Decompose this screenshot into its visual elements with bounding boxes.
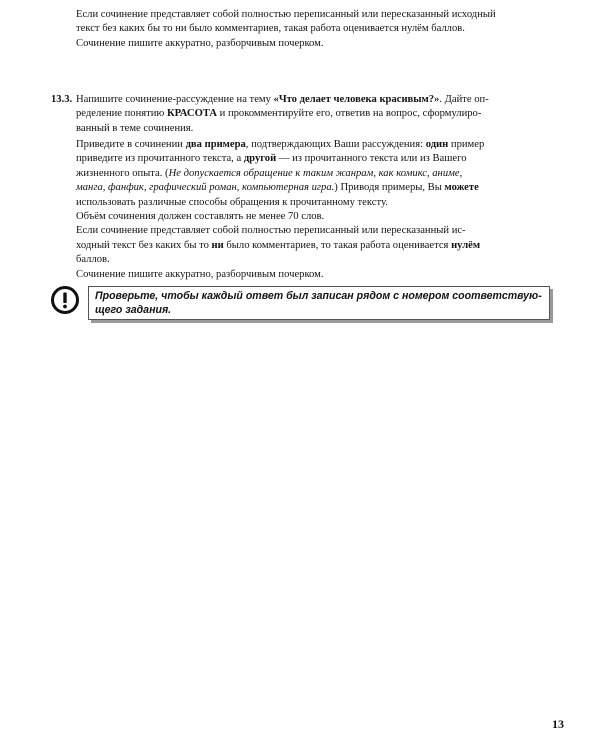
task-line: Сочинение пишите аккуратно, разборчивым почерком. xyxy=(76,268,324,280)
task-line xyxy=(76,152,546,166)
task-line xyxy=(76,107,546,121)
intro-line-1: Если сочинение представляет собой полностью переписанный или пересказанный исходный xyxy=(76,9,496,20)
notice-line-1: Проверьте, чтобы каждый ответ был записан рядом с номером соответствую- xyxy=(95,290,542,302)
intro-line-3: Сочинение пишите аккуратно, разборчивым почерком. xyxy=(76,37,324,49)
notice-line-2: щего задания. xyxy=(95,304,172,317)
text-run: . Дайте оп- xyxy=(439,94,489,105)
bold-run: один xyxy=(425,139,449,150)
task-line xyxy=(76,167,546,181)
task-line: Объём сочинения должен составлять не менее 70 слов. xyxy=(76,211,325,223)
task-line xyxy=(76,93,546,107)
text-run: Приведите в сочинении xyxy=(76,139,186,150)
exclamation-circle-icon xyxy=(50,285,80,315)
task-line xyxy=(76,239,546,253)
task-paragraph-2 xyxy=(76,138,546,282)
text-run: и прокомментируйте его, ответив на вопрос, сформулиро- xyxy=(217,108,482,120)
task-line: ванный в теме сочинения. xyxy=(76,122,194,134)
text-run: пример xyxy=(448,139,485,150)
task-line xyxy=(76,138,546,152)
bold-run: нулём xyxy=(451,239,481,251)
task-line: Если сочинение представляет собой полностью переписанный или пересказанный ис- xyxy=(76,225,466,237)
bold-run: другой xyxy=(243,153,277,165)
italic-run: манга, фанфик, графический роман, компьютерная игра. xyxy=(76,182,335,194)
essay-topic: «Что делает человека красивым?» xyxy=(273,94,440,105)
text-run: было комментариев, то такая работа оценивается xyxy=(223,239,452,251)
text-run: ходный текст без каких бы то xyxy=(76,239,212,251)
text-run: — из прочитанного текста или из Вашего xyxy=(276,153,467,165)
text-run: Напишите сочинение-рассуждение на тему xyxy=(76,94,274,105)
task-line xyxy=(76,181,546,195)
text-run: ) Приводя примеры, Вы xyxy=(334,182,445,194)
page-number: 13 xyxy=(552,717,564,731)
text-run: , подтверждающих Ваши рассуждения: xyxy=(245,139,426,150)
intro-line-2: текст без каких бы то ни было комментариев, такая работа оценивается нулём баллов. xyxy=(76,23,465,35)
bold-run: можете xyxy=(444,182,479,194)
notice-box xyxy=(88,286,550,320)
text-run: ределение понятию xyxy=(76,108,167,120)
bold-run: ни xyxy=(211,239,224,251)
task-line: использовать различные способы обращения к прочитанному тексту. xyxy=(76,196,388,208)
task-paragraph-1 xyxy=(76,93,546,136)
intro-paragraph xyxy=(76,8,546,51)
italic-run: Не допускается обращение к таким жанрам, как комикс, аниме, xyxy=(168,167,463,179)
key-concept: КРАСОТА xyxy=(167,108,217,120)
task-number: 13.3. xyxy=(51,94,73,105)
text-run: жизненного опыта. ( xyxy=(76,167,169,179)
task-line: баллов. xyxy=(76,254,110,266)
notice-text xyxy=(95,289,542,317)
bold-run: два примера xyxy=(185,139,246,150)
text-run: приведите из прочитанного текста, а xyxy=(76,153,244,165)
